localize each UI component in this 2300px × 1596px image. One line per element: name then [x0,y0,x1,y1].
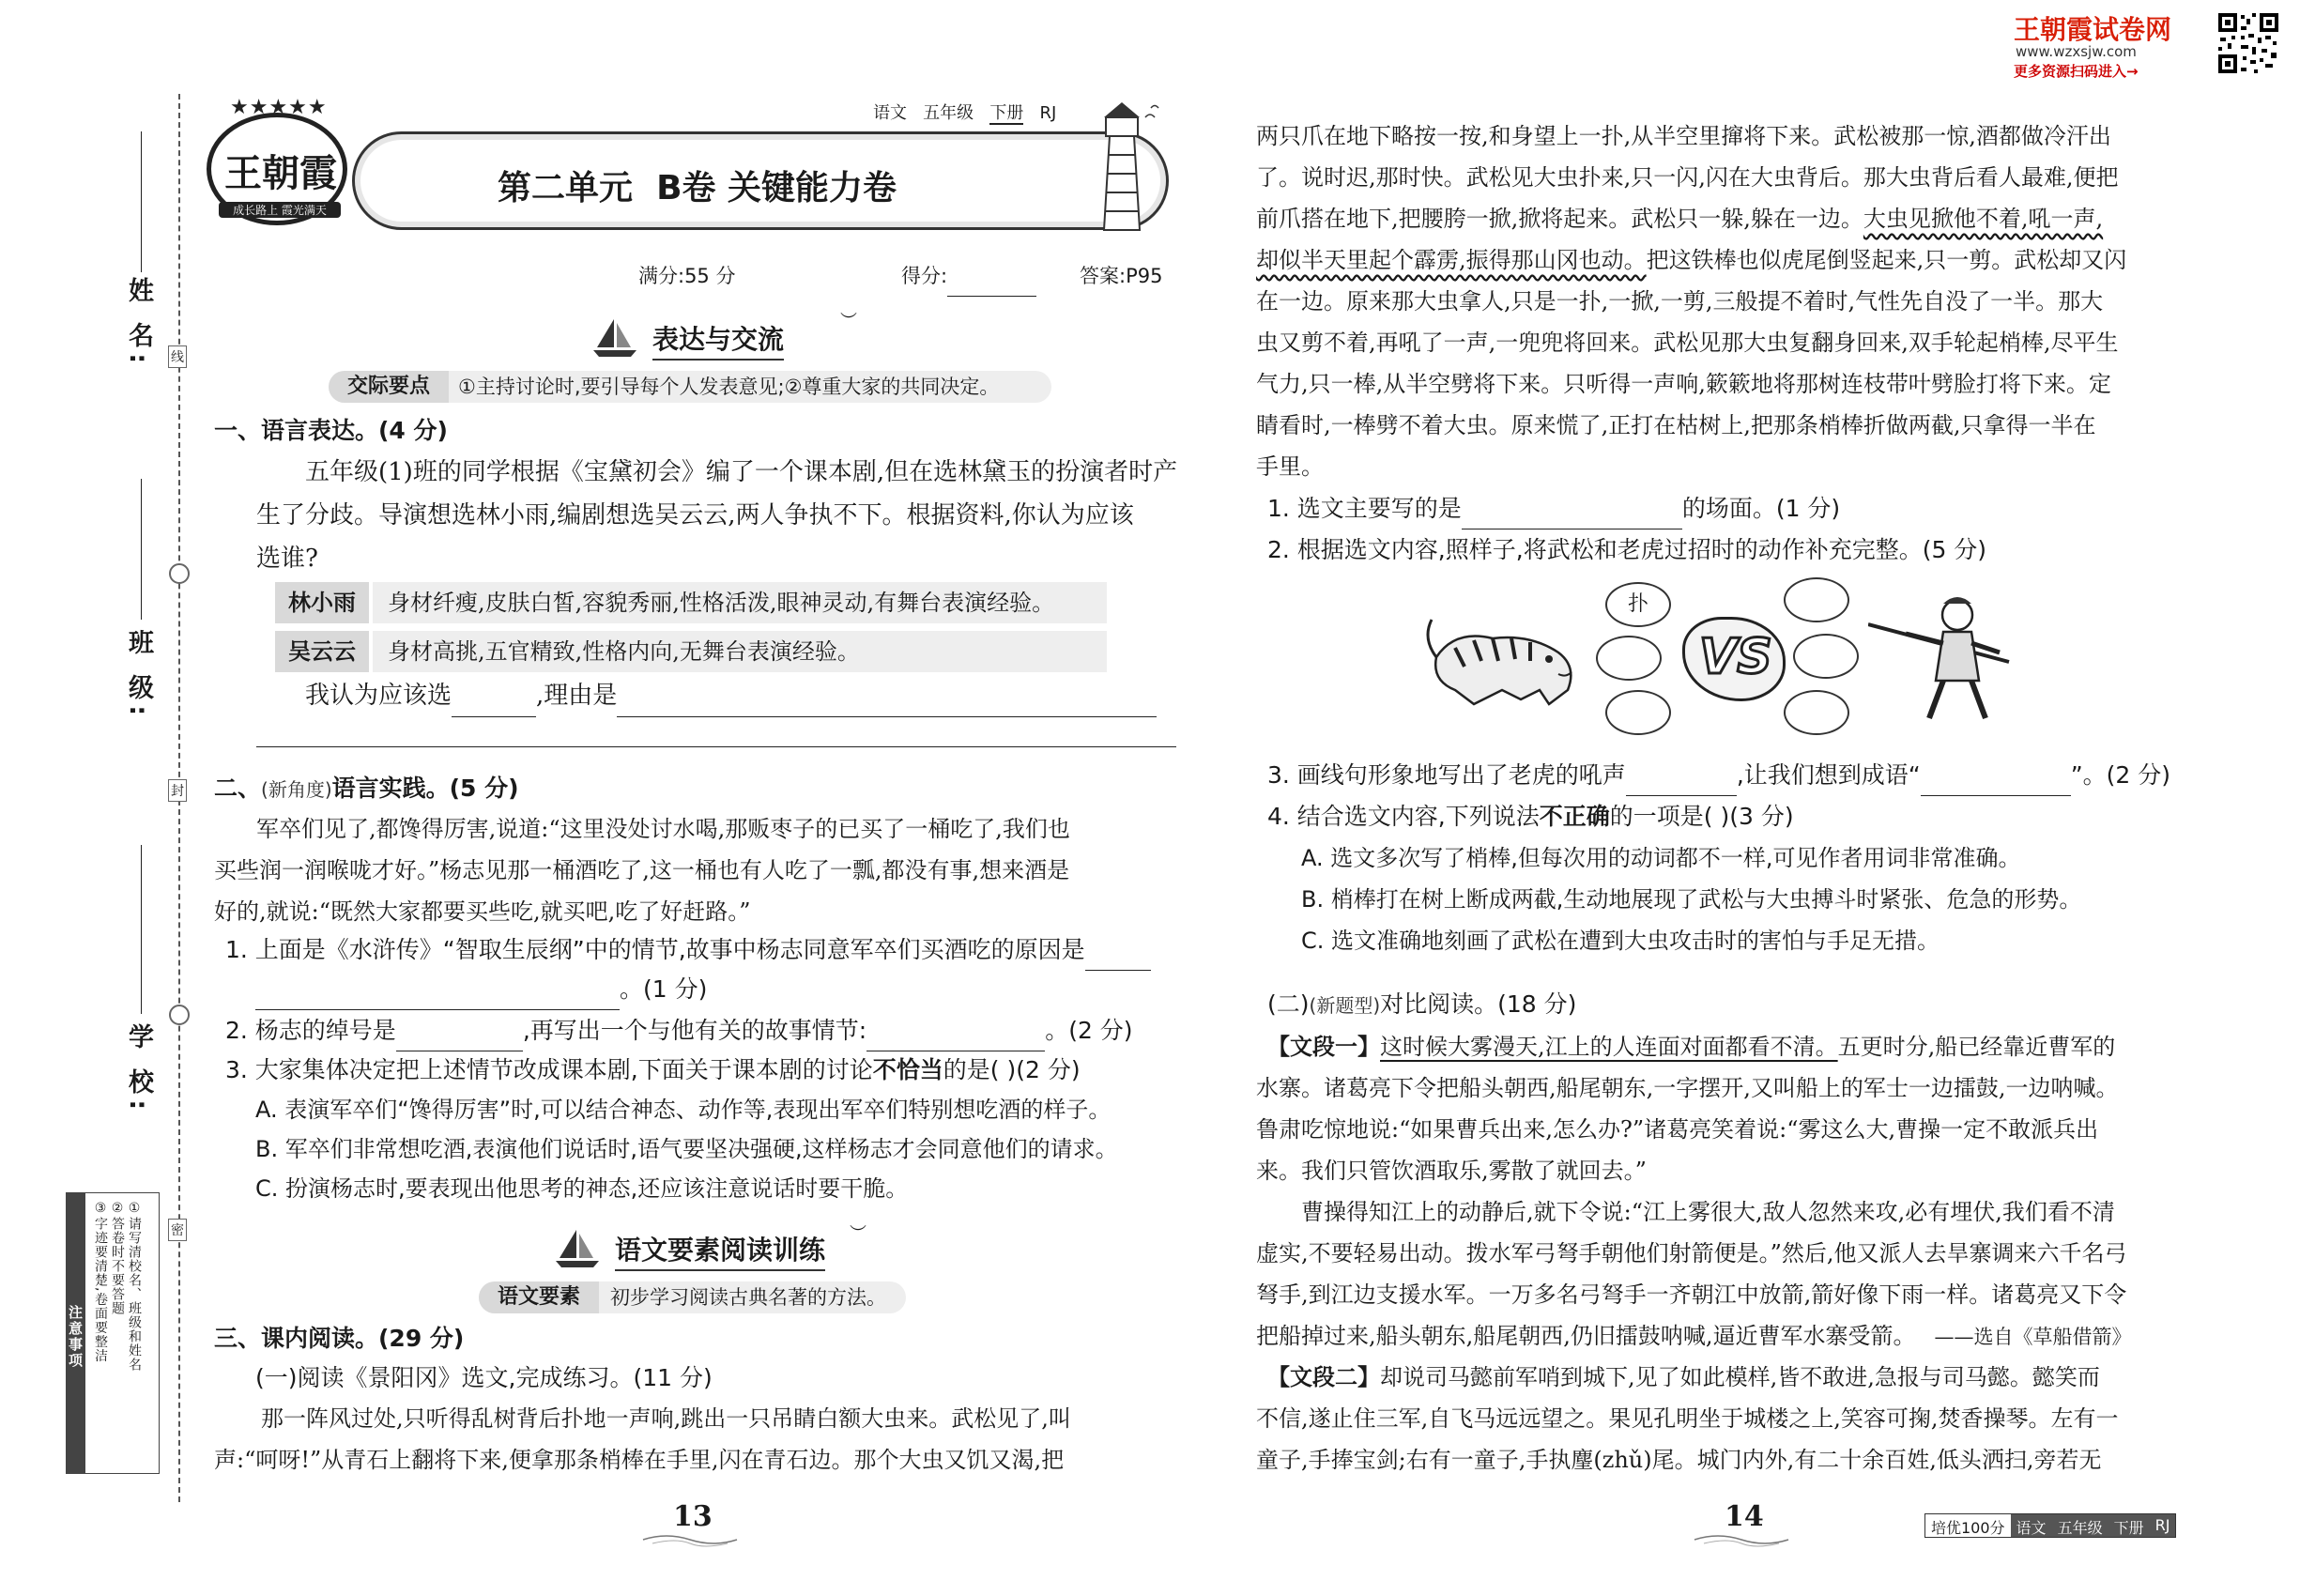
r-sub1-blank[interactable] [1462,501,1682,529]
q2-head-text: 语言实践。(5 分) [331,775,519,802]
r-line-6: 虫又剪不着,再吼了一声,一兜兜将回来。武松见那大虫复翻身回来,双手轮起梢棒,尽平生 [1256,330,2119,356]
meta-grade: 五年级 [923,103,974,123]
q1-choice-blank[interactable] [452,689,536,717]
key-label-reading: 语文要素 [479,1281,599,1313]
q2-head-num: 二、 [214,775,262,802]
q1-reason-blank[interactable] [617,689,1157,717]
q1-row-1-name: 林小雨 [275,582,369,623]
q2-sub1-score: 。(1 分) [620,975,708,1003]
r-sub4-text: 4. 结合选文内容,下列说法 [1267,803,1540,830]
notice-title: 注意事项 [67,1193,85,1473]
q1-reason-blank-2[interactable] [256,746,1176,747]
t1-source: ——选自《草船借箭》 [1934,1326,2132,1348]
tiger-illustration [1418,601,1587,732]
key-text-expression: ①主持讨论时,要引导每个人发表意见;②尊重大家的共同决定。 [458,376,1000,398]
binding-column [56,94,197,1512]
q2-sub2-blank-b[interactable] [866,1023,1045,1051]
q2-sub3-score: 的是( )(2 分) [943,1056,1081,1083]
sailboat-icon-2 [554,1228,601,1269]
notice-item-2: ②答卷时不要答题 [110,1201,125,1315]
t2-line-3: 童子,手捧宝剑;右有一童子,手执麈(zhǔ)尾。城门内外,有二十余百姓,低头洒扫,旁若无 [1256,1447,2102,1473]
brand-corner [2014,9,2295,80]
r-line-3-text: 前爪搭在地下,把腰胯一掀,掀将起来。武松只一躲,躲在一边。 [1256,206,1863,232]
t1-line-3: 鲁肃吃惊地说:“如果曹兵出来,怎么办?”诸葛亮笑着说:“雾这么大,曹操一定不敢派兵出 [1256,1116,2099,1143]
t2-label: 【文段二】 [1267,1364,1380,1390]
t1-line-5: 曹操得知江上的动静后,就下令说:“江上雾很大,敌人忽然来攻,必有埋伏,我们看不清 [1301,1199,2115,1225]
brand-url[interactable]: www.wzxsjw.com [2016,43,2137,60]
seal-mi: 密 [168,1219,187,1241]
r-line-4-text: 把这铁棒也似虎尾倒竖起来,只一剪。武松却又闪 [1646,247,2127,273]
full-score: 满分:55 分 [638,265,736,287]
sailboat-icon [591,317,638,359]
ribbon-right: 霞光满天 [281,204,327,217]
q1-row-1-desc: 身材纤瘦,皮肤白皙,容貌秀丽,性格活泼,眼神灵动,有舞台表演经验。 [373,582,1107,623]
r-sub3-score: ”。(2 分) [2070,761,2171,789]
meta-subject: 语文 [873,103,907,123]
wusong-illustration [1868,587,2018,728]
t1-line-1 [1267,1025,2115,1068]
t1-last-text: 把船掉过来,船头朝东,船尾朝西,仍旧擂鼓呐喊,逼近曹军水寨受箭。 [1256,1323,1916,1349]
page-swirl-right [1690,1530,1793,1549]
q2-sub2-text-b: ,再写出一个与他有关的故事情节: [522,1017,867,1044]
r-opt-b[interactable]: B. 梢棒打在树上断成两截,生动地展现了武松与大虫搏斗时紧张、危急的形势。 [1301,886,2082,913]
page-number-left: 13 [673,1500,713,1533]
q1-reason-prompt: ,理由是 [536,682,618,710]
r-opt-c[interactable]: C. 选文准确地刻画了武松在遭到大虫攻击时的害怕与手足无措。 [1301,928,1940,954]
meta-volume: 下册 [989,103,1024,123]
action-bubbles [1596,577,1868,742]
r-sub2: 2. 根据选文内容,照样子,将武松和老虎过招时的动作补充完整。(5 分) [1267,536,1987,563]
t1-line-7: 弩手,到江边支援水军。一万多名弓弩手一齐朝江中放箭,箭好像下雨一样。诸葛亮又下令 [1256,1281,2127,1308]
q1-row-2 [275,631,1107,672]
notice-item-1: ①请写清校名、班级和姓名 [127,1201,142,1372]
q2-para-2: 买些润一润喉咙才好。”杨志见那一桶酒吃了,这一桶也有人吃了一瓢,都没有事,想来酒是 [214,857,1070,883]
r-sub4 [1267,796,1794,837]
r-sub1 [1267,488,1840,529]
t1-line-6: 虚实,不要轻易出动。拨水军弓弩手朝他们射箭便是。”然后,他又派人去旱寨调来六千名弓 [1256,1240,2127,1266]
notice-item-3: ③字迹要清楚,卷面要整洁 [93,1201,108,1363]
q2-sub2-score: 。(2 分) [1045,1017,1133,1044]
footer-volume: 下册 [2108,1514,2150,1537]
brand-name: 王朝霞试卷网 [2014,14,2172,45]
name-line[interactable] [141,131,142,272]
ribbon-left: 成长路上 [233,204,279,217]
r-line-7: 气力,只一棒,从半空劈将下来。只听得一声响,簌簌地将那树连枝带叶劈脸打将下来。定 [1256,371,2111,397]
r-line-4-wavy: 却似半天里起个霹雳,振得那山冈也动。 [1256,247,1647,273]
t2-line-1-text: 却说司马懿前军哨到城下,见了如此模样,皆不敢进,急报与司马懿。懿笑而 [1380,1364,2100,1390]
q2-sub1-blank-a[interactable] [1085,943,1151,971]
r-sub4-score: 的一项是( )(3 分) [1609,803,1794,830]
score-label: 得分: [901,265,948,287]
section-title-reading: 语文要素阅读训练 [615,1230,825,1271]
seal-xian: 线 [168,345,187,368]
gull-icon-1: ︶ [840,312,857,331]
qr-code-icon[interactable] [2216,11,2280,75]
q3-heading: 三、课内阅读。(29 分) [214,1325,465,1352]
q2-para-1: 军卒们见了,都馋得厉害,说道:“这里没处讨水喝,那贩枣子的已买了一桶吃了,我们也 [256,816,1070,842]
q2-sub2-text: 2. 杨志的绰号是 [225,1017,396,1044]
q1-row-2-desc: 身材高挑,五官精致,性格内向,无舞台表演经验。 [373,631,1107,672]
r-line-5: 在一边。原来那大虫拿人,只是一扑,一掀,一剪,三般提不着时,气性先自没了一半。那大 [1256,288,2104,315]
q1-answer-prompt: 我认为应该选 [305,682,452,710]
r-line-8: 睛看时,一棒劈不着大虫。原来慌了,正打在枯树上,把那条梢棒折做两截,只拿得一半在 [1256,412,2096,438]
q1-answer-line [305,674,1157,717]
score-field[interactable] [901,255,1036,297]
q2-sub1 [225,929,1151,971]
r-line-4 [1256,238,2126,282]
q1-para-3: 选谁? [256,545,318,573]
t1-line-2: 水寨。诸葛亮下令把船头朝西,船尾朝东,一字摆开,又叫船上的军士一边擂鼓,一边呐喊。 [1256,1075,2119,1101]
q3-para-2: 声:“呵呀!”从青石上翻将下来,便拿那条梢棒在手里,闪在青石边。那个大虫又饥又渴,把 [214,1447,1065,1473]
r-sub1-score: 的场面。(1 分) [1681,495,1841,522]
t1-label: 【文段一】 [1267,1034,1380,1060]
q2-sub2 [225,1010,1133,1051]
class-line[interactable] [141,479,142,620]
bubble-4[interactable] [1784,577,1849,622]
t1-underlined: 这时候大雾漫天,江上的人连面对面都看不清。 [1380,1034,1838,1060]
q3-sub-heading: (一)阅读《景阳冈》选文,完成练习。(11 分) [255,1364,713,1391]
q1-para-1: 五年级(1)班的同学根据《宝黛初会》编了一个课本剧,但在选林黛玉的扮演者时产 [305,458,1178,486]
page-number-right: 14 [1725,1500,1764,1533]
r-sub3-text-b: ,让我们想到成语“ [1736,761,1921,789]
key-label-expression: 交际要点 [329,371,449,403]
q2-heading [214,768,519,810]
q2-para-3: 好的,就说:“既然大家都要买些吃,就买吧,吃了好赶路。” [214,898,751,925]
bubble-3[interactable] [1605,690,1671,735]
r-sub4-emph: 不正确 [1539,803,1610,830]
q1-table [275,582,1107,672]
bubble-2[interactable] [1596,636,1662,681]
t2-line-1 [1267,1356,2100,1399]
logo-ribbon [219,202,341,218]
r-sub2-text: 对比阅读。(18 分) [1380,990,1577,1018]
r-line-3-wavy: 大虫见掀他不着,吼一声, [1863,206,2104,232]
r-sub-heading-2 [1267,984,1576,1026]
logo-badge [207,113,347,225]
lighthouse-icon [1080,99,1164,239]
q2-sub1-cont [255,969,707,1010]
r-line-1: 两只爪在地下略按一按,和身望上一扑,从半空里撺将下来。武松被那一惊,酒都做冷汗出 [1256,123,2111,149]
seal-feng: 封 [168,779,187,802]
r-sub3 [1267,755,2170,796]
footer-tag [1924,1513,2176,1538]
r-sub3-text: 3. 画线句形象地写出了老虎的吼声 [1267,761,1626,789]
meta-edition: RJ [1039,103,1057,123]
q2-opt-a[interactable]: A. 表演军卒们“馋得厉害”时,可以结合神态、动作等,表现出军卒们特别想吃酒的样子。 [255,1097,1112,1123]
r-line-9: 手里。 [1256,453,1324,480]
r-sub2-tag: (新题型) [1309,994,1381,1017]
section-title-expression: 表达与交流 [652,319,784,361]
q2-sub3 [225,1050,1081,1091]
header-meta [873,100,1056,124]
t2-line-2: 不信,遂止住三军,自飞马远远望之。果见孔明坐于城楼之上,笑容可掬,焚香操琴。左有一 [1256,1405,2119,1432]
r-opt-a[interactable]: A. 选文多次写了梢棒,但每次用的动词都不一样,可见作者用词非常准确。 [1301,845,2021,871]
r-line-2: 了。说时迟,那时快。武松见大虫扑来,只一闪,闪在大虫背后。那大虫背后看人最难,便把 [1256,164,2119,191]
q2-sub1-blank-b[interactable] [255,982,620,1010]
star-row: ★★★★★ [230,96,328,119]
gull-icon-2: ︶ [850,1224,866,1244]
r-sub3-blank-b[interactable] [1921,768,2071,796]
r-sub1-text: 1. 选文主要写的是 [1267,495,1462,522]
t1-line-8 [1256,1314,2132,1358]
r-sub2-num: (二) [1267,990,1310,1018]
binding-circle-1 [169,563,190,584]
bubble-1[interactable]: 扑 [1605,582,1671,627]
q1-heading: 一、语言表达。(4 分) [214,417,448,444]
footer-series: 培优100分 [1925,1514,2011,1537]
binding-circle-2 [169,1005,190,1025]
header-banner [197,94,1202,244]
school-label: 学 校: [124,1023,153,1116]
name-label: 姓 名: [124,277,153,370]
q2-sub2-blank-a[interactable] [396,1023,523,1051]
answer-ref: 答案:P95 [1080,265,1163,287]
r-sub3-blank-a[interactable] [1626,768,1737,796]
t1-line-4: 来。我们只管饮酒取乐,雾散了就回去。” [1256,1158,1647,1184]
logo-text: 王朝霞 [224,151,337,195]
r-line-3 [1256,197,2103,240]
q1-para-2: 生了分歧。导演想选林小雨,编剧想选吴云云,两人争执不下。根据资料,你认为应该 [256,501,1134,529]
q3-para-1: 那一阵风过处,只听得乱树背后扑地一声响,跳出一只吊睛白额大虫来。武松见了,叫 [261,1405,1071,1432]
footer-subject: 语文 [2011,1514,2052,1537]
q2-opt-c[interactable]: C. 扮演杨志时,要表现出他思考的神态,还应该注意说话时要干脆。 [255,1175,909,1202]
class-label: 班 级: [124,629,153,722]
bubble-5[interactable] [1793,634,1859,679]
q2-sub1-text: 1. 上面是《水浒传》“智取生辰纲”中的情节,故事中杨志同意军卒们买酒吃的原因是 [225,936,1085,963]
q2-sub3-text: 3. 大家集体决定把上述情节改成课本剧,下面关于课本剧的讨论 [225,1056,873,1083]
school-line[interactable] [141,845,142,1014]
q2-opt-b[interactable]: B. 军卒们非常想吃酒,表演他们说话时,语气要坚决强硬,这样杨志才会同意他们的请求。 [255,1136,1118,1162]
key-text-reading: 初步学习阅读古典名著的方法。 [610,1286,886,1309]
q2-sub3-emph: 不恰当 [872,1056,943,1083]
q1-row-1 [275,582,1107,623]
q1-row-2-name: 吴云云 [275,631,369,672]
bubble-6[interactable] [1784,690,1849,735]
notice-box [66,1192,160,1474]
q2-tag: (新角度) [261,778,332,801]
footer-edition: RJ [2150,1514,2176,1537]
footer-grade: 五年级 [2052,1514,2108,1537]
page-title: 第二单元 B卷 关键能力卷 [498,169,897,207]
page-swirl-left [638,1530,742,1549]
t1-line-1-rest: 五更时分,船已经靠近曹军的 [1837,1034,2116,1060]
brand-slogan: 更多资源扫码进入→ [2014,63,2139,80]
vs-label: VS [1699,629,1772,685]
